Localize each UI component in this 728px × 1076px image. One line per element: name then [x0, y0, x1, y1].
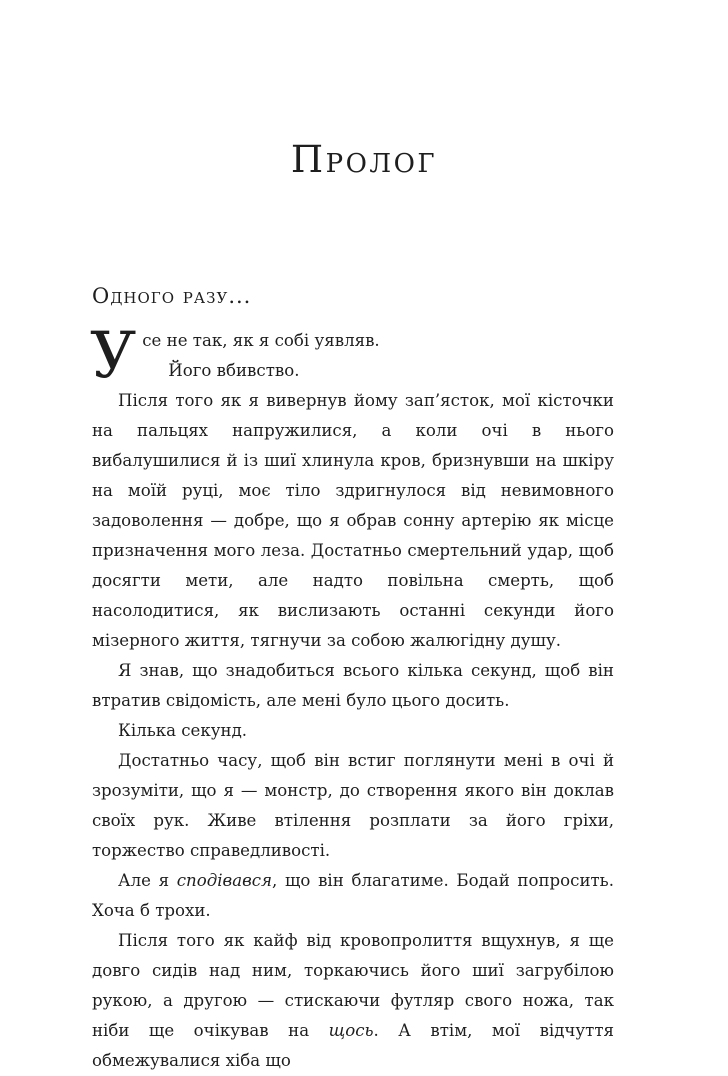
drop-cap: У: [90, 319, 137, 393]
paragraph-7-end: , що він благатиме. Бодай попросить. Хоча б трохи.: [92, 871, 614, 920]
paragraph-8-emphasis: щось: [328, 1021, 374, 1040]
paragraph-7-emphasis: сподівався: [176, 871, 273, 890]
body-text: [90, 319, 614, 1076]
chapter-title: Пролог: [290, 138, 438, 181]
paragraph-3: Після того як я вивернув йому зап’ясток, мої кісточки на пальцях напружилися, а коли очі в нього вибалушилися й із шиї хлинула кров, бризнувши на шкіру на моїй руці, моє тіло здригнулося від невимовного задоволення — добре, що я обрав сонну артерію як місце призначення мого леза. Достатньо смертельний удар, щоб досягти мети, але надто повільна смерть, щоб насолодитися, як вислизають останні секунди його мізерного життя, тягнучи за собою жалюгідну душу.: [92, 391, 614, 650]
paragraph-2: Його вбивство.: [168, 361, 300, 380]
paragraph-5: Кілька секунд.: [118, 721, 248, 740]
paragraph-4: Я знав, що знадобиться всього кілька секунд, щоб він втратив свідомість, але мені було цього досить.: [92, 661, 614, 710]
paragraph-8-end: . А втім, мої відчуття обмежувалися хіба що: [92, 1021, 614, 1070]
paragraph-8-start: Після того як кайф від кровопролиття вщухнув, я ще довго сидів над ним, торкаючись його шиї загрубілою рукою, а другою — стискаючи футляр свого ножа, так ніби ще очікував на: [92, 931, 614, 1040]
paragraph-6: Достатньо часу, щоб він встиг поглянути мені в очі й зрозуміти, що я — монстр, до створення якого він доклав своїх рук. Живе втілення розплати за його гріхи, торжество справедливості.: [92, 751, 614, 860]
paragraph-7-start: Але я: [118, 871, 177, 890]
paragraph-7: [92, 866, 614, 926]
paragraph-8: [92, 926, 614, 1076]
paragraph-1-text: се не так, як я собі уявляв.: [142, 331, 380, 350]
chapter-epigraph: Одного разу...: [92, 284, 252, 308]
